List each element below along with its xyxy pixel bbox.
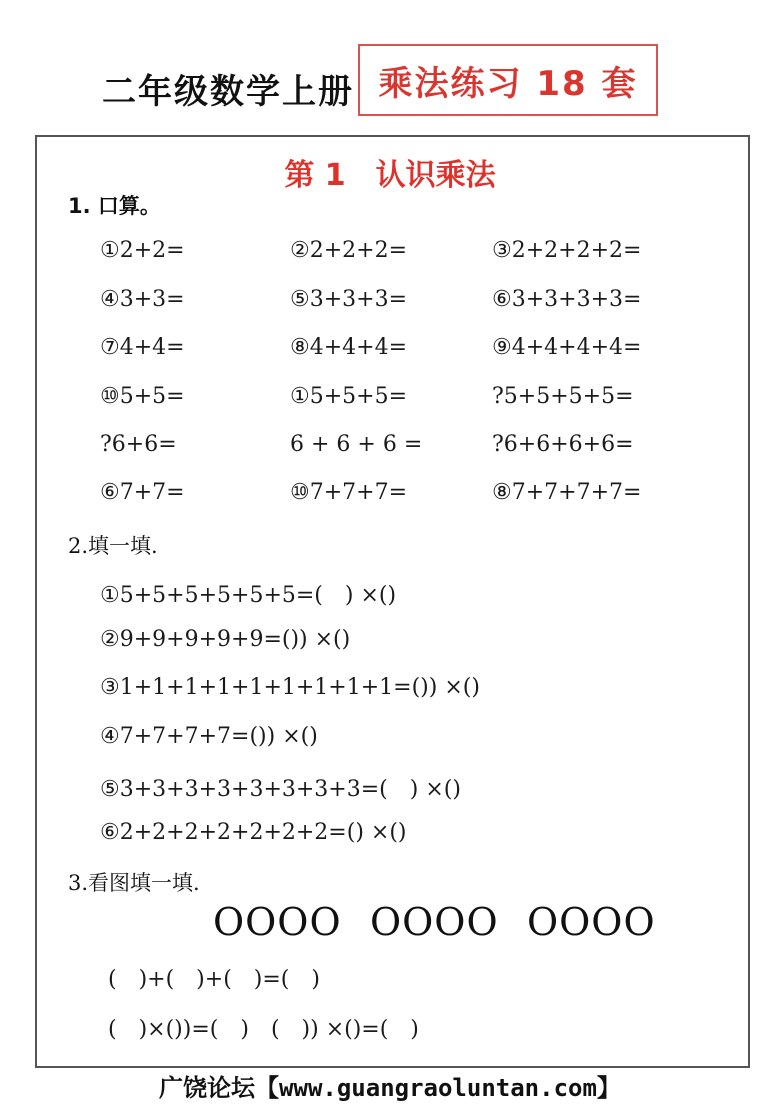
series-title: 乘法练习 18 套 [378,63,638,104]
fill-in-problem: ③1+1+1+1+1+1+1+1+1=()) ×() [100,675,480,700]
lesson-title: 第 1 认识乘法 [284,158,496,193]
fill-in-problem: ①5+5+5+5+5+5=( ) ×() [100,583,397,608]
series-title-box [358,44,658,116]
oral-problem: ①5+5+5= [290,384,408,409]
footer-source: 广饶论坛【www.guangraoluntan.com】 [159,1074,621,1102]
oral-problem: ?5+5+5+5= [492,384,634,409]
document-title: 二年级数学上册 [102,72,354,112]
oral-problem: ?6+6= [100,432,177,457]
oral-problem: ⑧7+7+7+7= [492,480,642,505]
picture-multiplication-line: ( )×())=( ) ( )) ×()=( ) [108,1017,419,1042]
circle-group: OOOO [527,900,656,944]
oral-problem: ④3+3= [100,287,185,312]
section-2-heading: 2.填一填. [68,534,158,558]
circle-group: OOOO [213,900,342,944]
section-3-heading: 3.看图填一填. [68,871,200,895]
oral-problem: ⑦4+4= [100,335,185,360]
fill-in-problem: ⑤3+3+3+3+3+3+3+3=( ) ×() [100,777,461,802]
fill-in-problem: ②9+9+9+9+9=()) ×() [100,627,351,652]
oral-problem: ?6+6+6+6= [492,432,634,457]
oral-problem: ⑤3+3+3= [290,287,408,312]
oral-problem: ③2+2+2+2= [492,238,642,263]
oral-problem: ②2+2+2= [290,238,408,263]
section-1-heading: 1. 口算。 [68,194,161,218]
oral-problem: ①2+2= [100,238,185,263]
picture-addition-line: ( )+( )+( )=( ) [108,967,320,992]
oral-problem: ⑩7+7+7= [290,480,408,505]
oral-problem: ⑩5+5= [100,384,185,409]
circle-group: OOOO [370,900,499,944]
oral-problem: ⑥3+3+3+3= [492,287,642,312]
oral-problem: ⑥7+7= [100,480,185,505]
oral-problem: 6 + 6 + 6 = [290,432,423,457]
fill-in-problem: ④7+7+7+7=()) ×() [100,724,318,749]
oral-problem: ⑧4+4+4= [290,335,408,360]
fill-in-problem: ⑥2+2+2+2+2+2+2=() ×() [100,820,407,845]
oral-problem: ⑨4+4+4+4= [492,335,642,360]
